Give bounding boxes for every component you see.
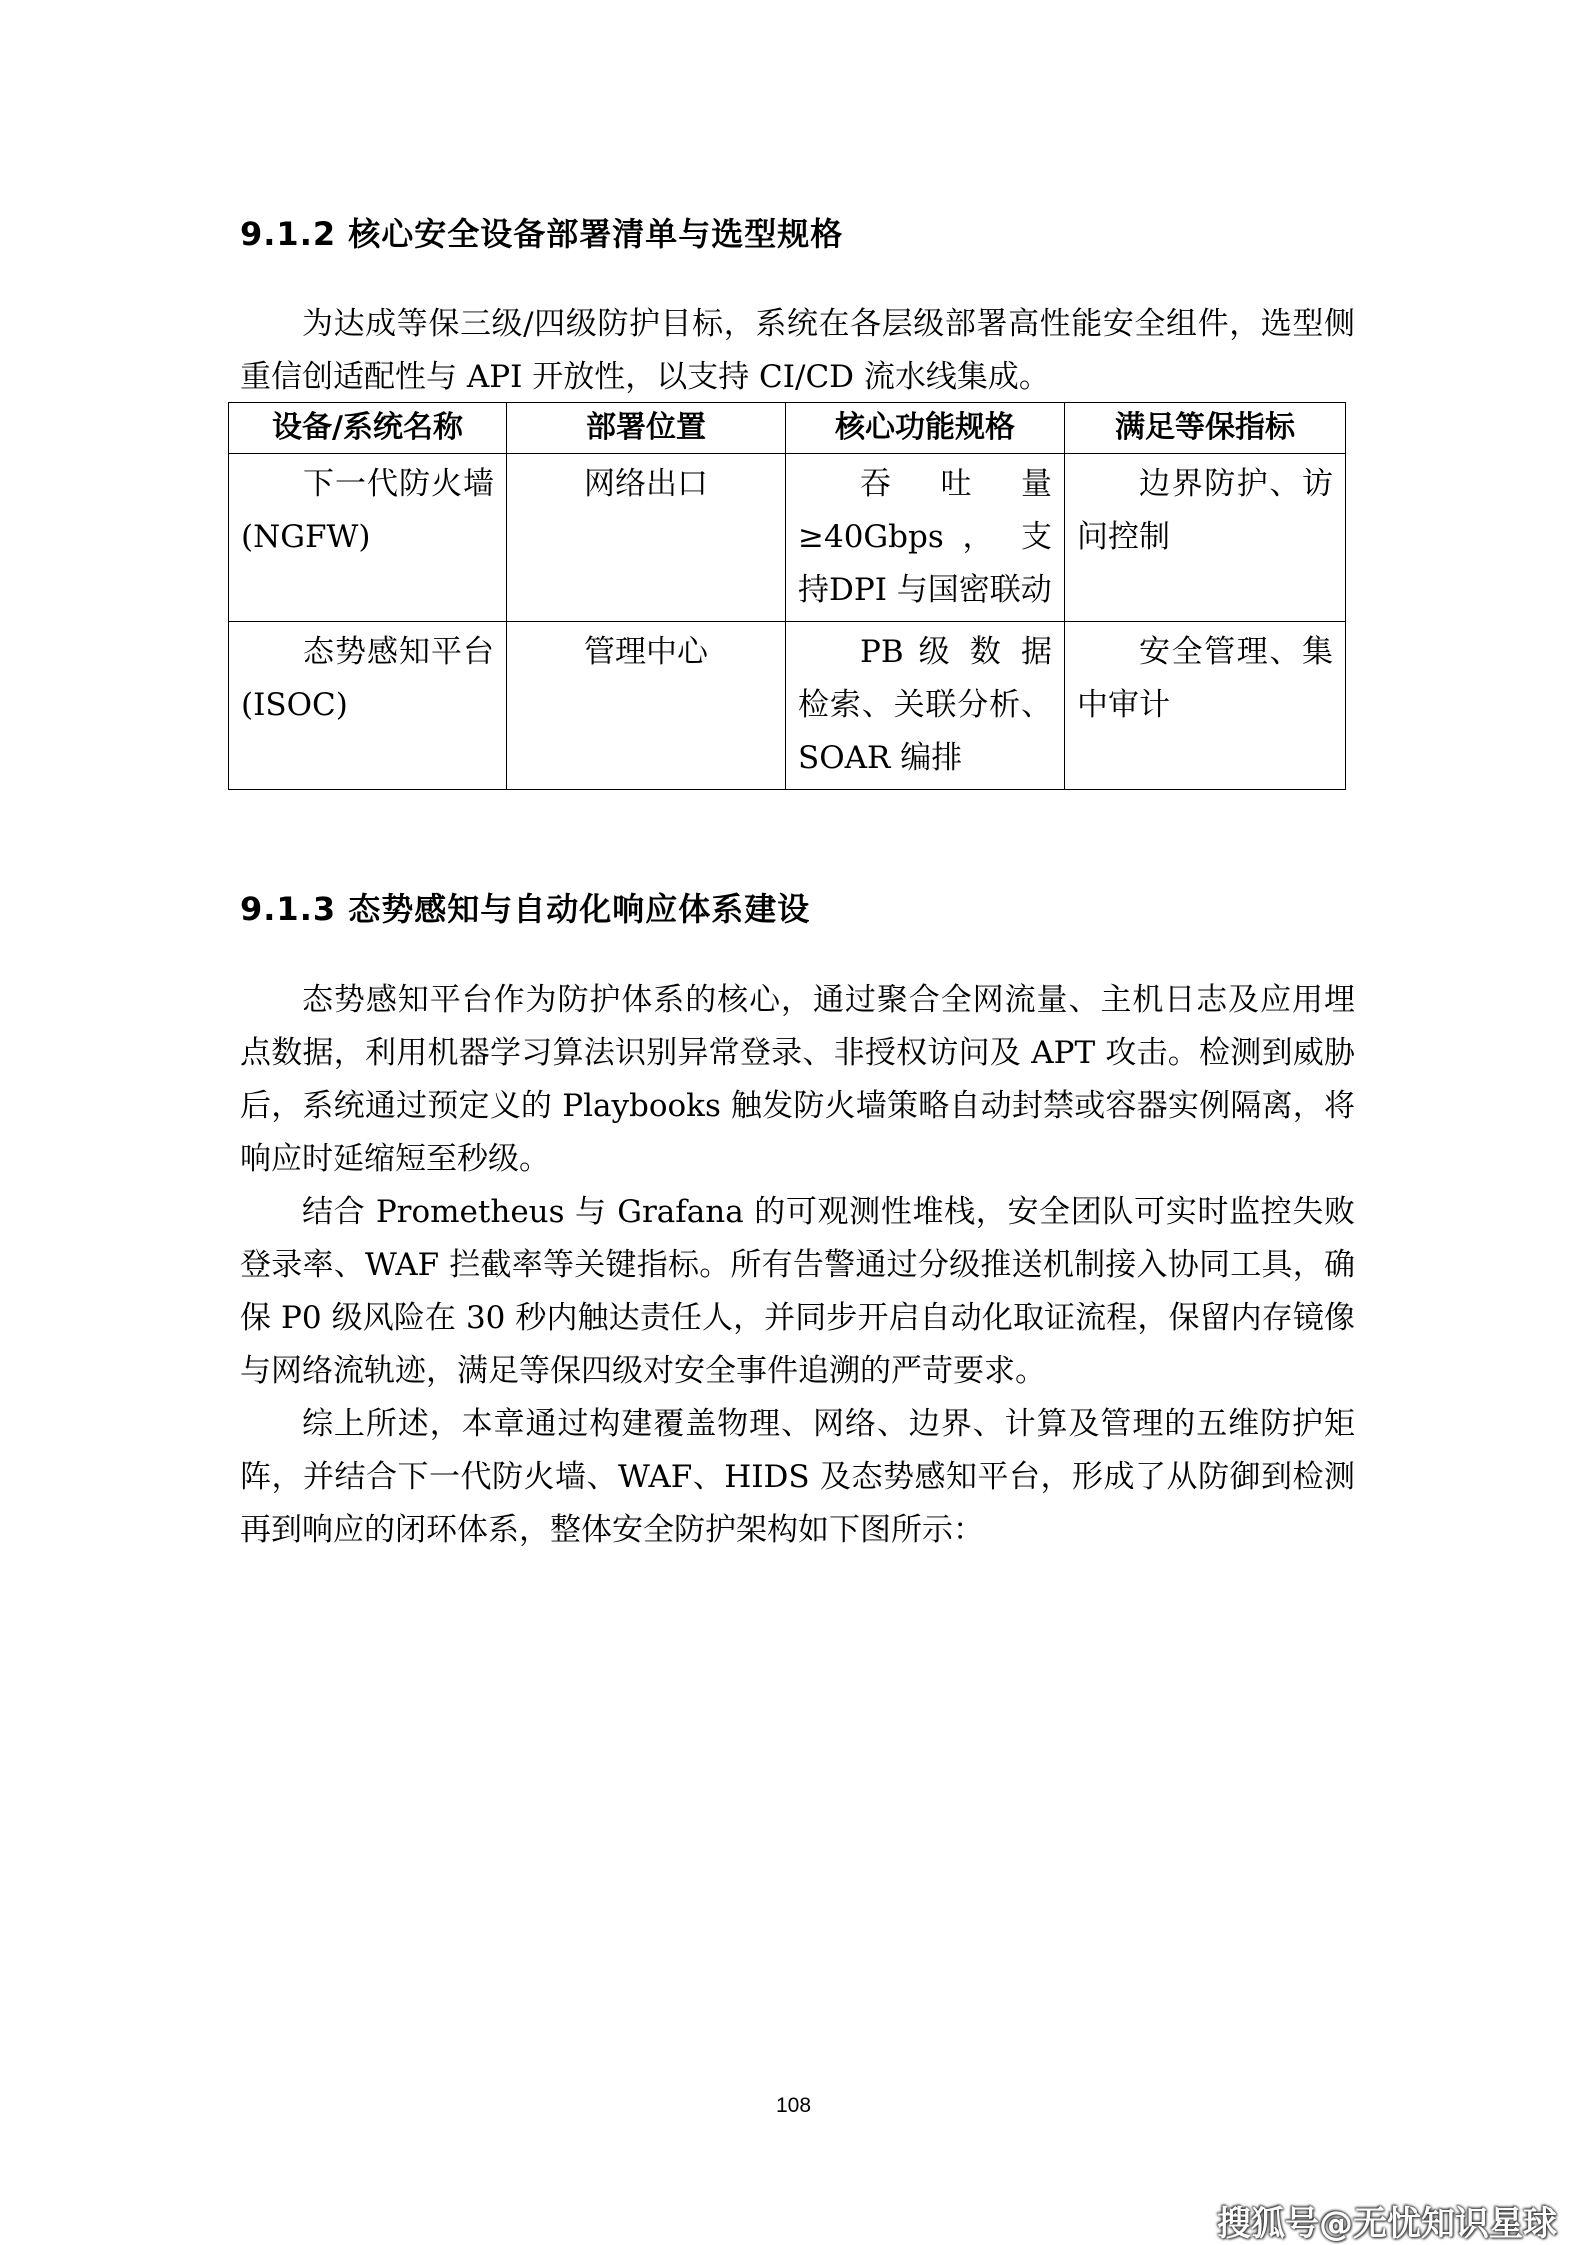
header-core-function: 核心功能规格 (786, 403, 1065, 454)
header-location: 部署位置 (507, 403, 786, 454)
body-paragraph-2: 结合 Prometheus 与 Grafana 的可观测性堆栈，安全团队可实时监控失败登录率、WAF 拦截率等关键指标。所有告警通过分级推送机制接入协同工具，确保 P0 级风险在 30 秒内触达责任人，并同步开启自动化取证流程，保留内存镜像与网络流轨迹，满足等保四级对安全事件追溯的严苛要求。 (240, 1194, 1355, 1389)
cell-compliance: 边界防护、访问控制 (1065, 454, 1346, 622)
cell-location: 管理中心 (507, 622, 786, 790)
cell-core-function: 吞 吐 量≥40Gbps ， 支 持DPI 与国密联动 (786, 454, 1065, 622)
section-heading-9-1-3: 9.1.3 态势感知与自动化响应体系建设 (240, 890, 811, 928)
table-header-row (229, 403, 1346, 454)
page-number: 108 (775, 2094, 812, 2117)
body-paragraph-3: 综上所述，本章通过构建覆盖物理、网络、边界、计算及管理的五维防护矩阵，并结合下一代防火墙、WAF、HIDS 及态势感知平台，形成了从防御到检测再到响应的闭环体系，整体安全防护架构如下图所示： (240, 1406, 1355, 1548)
section-heading-9-1-2: 9.1.2 核心安全设备部署清单与选型规格 (240, 215, 844, 253)
cell-core-function: PB 级 数 据 检索、关联分析、SOAR 编排 (786, 622, 1065, 790)
table-row (229, 454, 1346, 622)
header-compliance: 满足等保指标 (1065, 403, 1346, 454)
equipment-spec-table (228, 402, 1346, 790)
body-paragraph-1: 态势感知平台作为防护体系的核心，通过聚合全网流量、主机日志及应用埋点数据，利用机器学习算法识别异常登录、非授权访问及 APT 攻击。检测到威胁后，系统通过预定义的 Playbooks 触发防火墙策略自动封禁或容器实例隔离，将响应时延缩短至秒级。 (240, 982, 1355, 1177)
cell-device-name: 态势感知平台(ISOC) (229, 622, 507, 790)
table-row (229, 622, 1346, 790)
header-device-name: 设备/系统名称 (229, 403, 507, 454)
cell-compliance: 安全管理、集中审计 (1065, 622, 1346, 790)
source-watermark: 搜狐号@无忧知识星球 (1217, 2204, 1557, 2244)
intro-paragraph: 为达成等保三级/四级防护目标，系统在各层级部署高性能安全组件，选型侧重信创适配性与 API 开放性，以支持 CI/CD 流水线集成。 (240, 306, 1355, 395)
cell-device-name: 下一代防火墙(NGFW) (229, 454, 507, 622)
cell-location: 网络出口 (507, 454, 786, 622)
